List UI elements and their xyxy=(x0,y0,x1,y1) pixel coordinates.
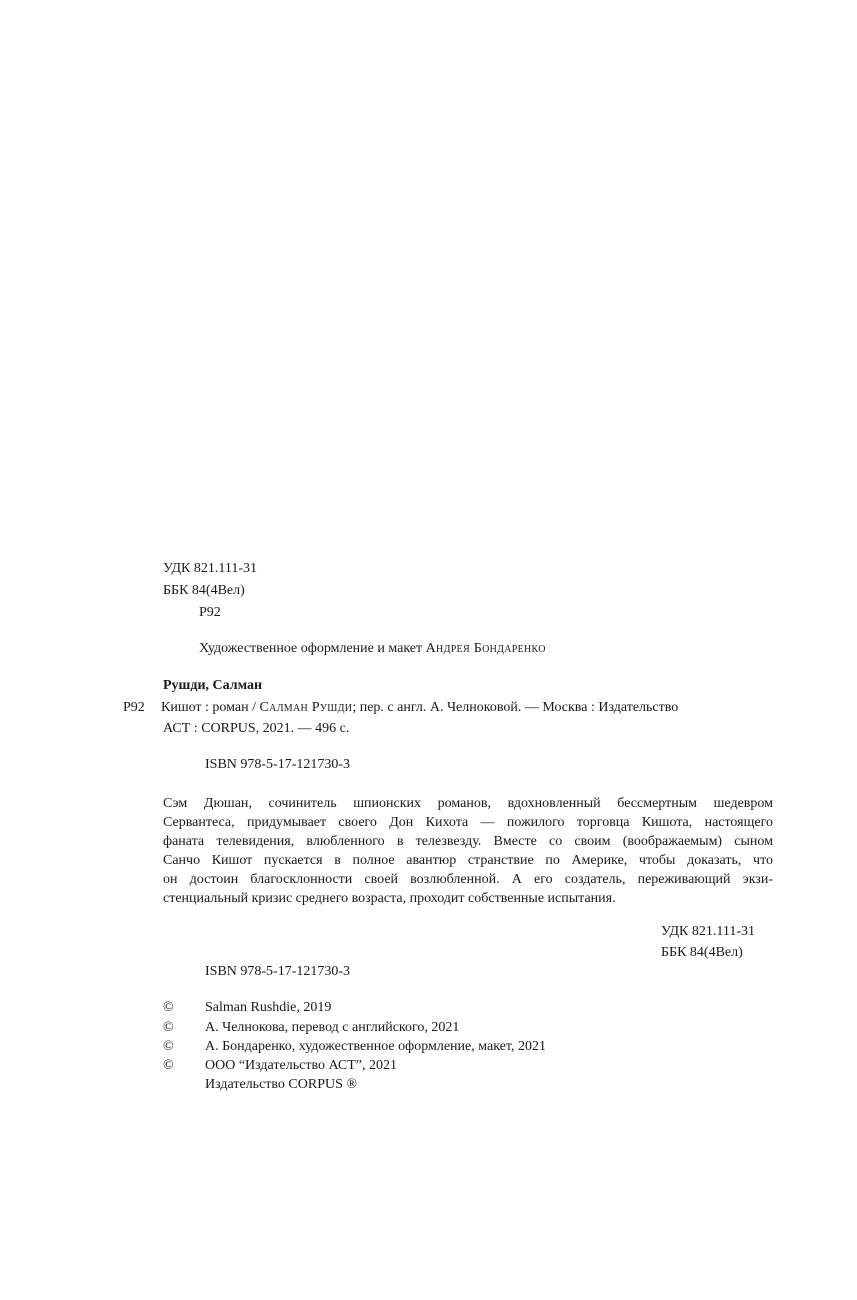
isbn-top: ISBN 978-5-17-121730-3 xyxy=(205,757,351,772)
copyright-text: Salman Rushdie, 2019 xyxy=(205,1000,332,1015)
annotation-line: стенциальный кризис среднего возраста, проходит собственные испытания. xyxy=(163,891,616,906)
title-author: Салман Рушди xyxy=(259,700,353,715)
copyright-row xyxy=(163,1075,357,1094)
copyright-row xyxy=(163,1037,546,1056)
bibliographic-mark: Р92 xyxy=(123,700,145,715)
title-part-1: Кишот : роман / xyxy=(161,700,257,715)
copyright-row xyxy=(163,1056,397,1075)
design-credit-text: Художественное оформление и макет xyxy=(199,641,423,656)
copyright-symbol: © xyxy=(163,1039,174,1054)
isbn-bottom: ISBN 978-5-17-121730-3 xyxy=(205,964,351,979)
udk-code: УДК 821.111-31 xyxy=(163,561,258,576)
bbk-code: ББК 84(4Вел) xyxy=(163,583,245,598)
bbk-code-right: ББК 84(4Вел) xyxy=(661,945,743,960)
copyright-row xyxy=(163,998,331,1017)
copyright-symbol: © xyxy=(163,1000,174,1015)
bibliographic-title-line xyxy=(161,698,678,717)
annotation-line: он достоин благосклонности своей возлюбленной. А его создатель, переживающий экзи- xyxy=(163,872,773,887)
publisher-line: АСТ : CORPUS, 2021. — 496 с. xyxy=(163,721,350,736)
copyright-text: Издательство CORPUS ® xyxy=(205,1077,358,1092)
design-credit xyxy=(199,639,546,658)
author-mark: Р92 xyxy=(199,605,221,620)
title-part-2: ; пер. с англ. А. Челноковой. — Москва : Издательство xyxy=(352,700,679,715)
annotation xyxy=(163,794,773,908)
copyright-symbol: © xyxy=(163,1058,174,1073)
design-credit-name: Андрея Бондаренко xyxy=(425,641,546,656)
copyright-text: А. Челнокова, перевод с английского, 2021 xyxy=(205,1020,460,1035)
author-heading: Рушди, Салман xyxy=(163,678,263,693)
copyright-symbol: © xyxy=(163,1020,174,1035)
copyright-text: ООО “Издательство АСТ”, 2021 xyxy=(205,1058,397,1073)
annotation-line: Санчо Кишот пускается в полное авантюр странствие по Америке, чтобы доказать, что xyxy=(163,853,773,868)
annotation-line: Сервантеса, придумывает своего Дон Кихота — пожилого торговца Кишота, настоящего xyxy=(163,815,773,830)
annotation-line: фаната телевидения, влюбленного в телезвезду. Вместе со своим (воображаемым) сыном xyxy=(163,834,773,849)
annotation-line: Сэм Дюшан, сочинитель шпионских романов, вдохновленный бессмертным шедевром xyxy=(163,796,773,811)
copyright-text: А. Бондаренко, художественное оформление, макет, 2021 xyxy=(205,1039,546,1054)
copyright-row xyxy=(163,1018,459,1037)
udk-code-right: УДК 821.111-31 xyxy=(661,924,756,939)
